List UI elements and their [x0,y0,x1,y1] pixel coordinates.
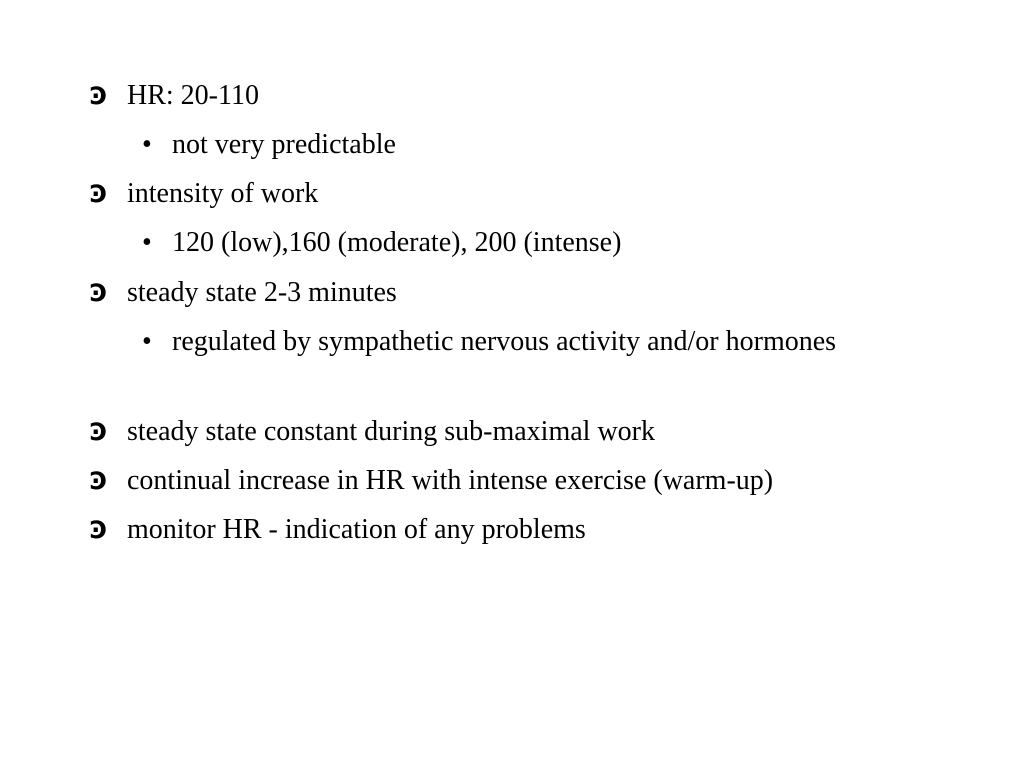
sub-bullet-icon: • [142,326,152,357]
sub-bullet-text: not very predictable [172,129,396,160]
bullet-icon: Ͽ [90,180,107,208]
bullet-icon: Ͽ [90,418,107,446]
bullet-text: monitor HR - indication of any problems [127,514,586,545]
sub-bullet-text: 120 (low),160 (moderate), 200 (intense) [172,227,622,258]
bullet-text: intensity of work [127,178,319,209]
bullet-icon: Ͽ [90,516,107,544]
sub-bullet-icon: • [142,129,152,160]
bullet-text: continual increase in HR with intense exercise (warm-up) [127,465,774,496]
bullet-icon: Ͽ [90,467,107,495]
bullet-text: HR: 20-110 [127,80,259,111]
bullet-icon: Ͽ [90,279,107,307]
sub-bullet-text: regulated by sympathetic nervous activity and/or hormones [172,326,837,357]
sub-bullet-icon: • [142,227,152,258]
bullet-text: steady state constant during sub-maximal work [127,416,655,447]
bullet-icon: Ͽ [90,82,107,110]
bullet-text: steady state 2-3 minutes [127,277,397,308]
